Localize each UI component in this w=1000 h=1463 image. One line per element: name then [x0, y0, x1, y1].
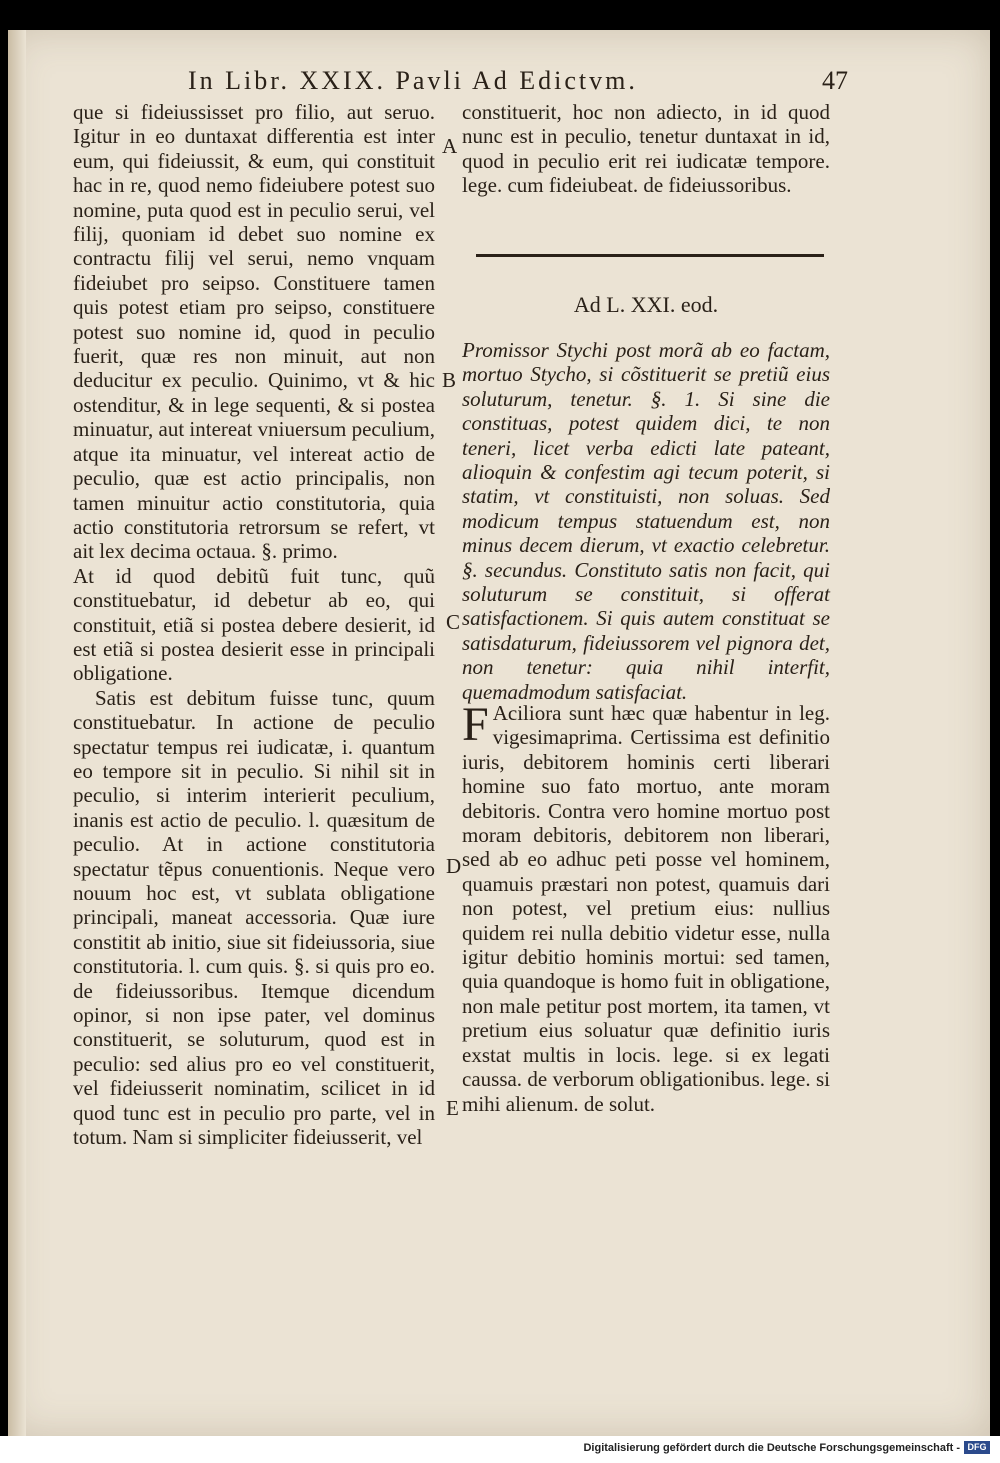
left-column [73, 100, 435, 1149]
margin-letter-b: B [442, 368, 457, 392]
left-paragraph-1: que si fideiussisset pro filio, aut seruo. Igitur in eo duntaxat differentia est inter eum, qui fideiussit, & eum, qui constituit hac in re, quod nemo fideiubere potest suo nomine, puta quod est in peculio serui, vel filij, quoniam id debet suo nomine ex contractu filij vel serui, nemo vnquam fideiubet pro seipso. Constituere tamen quis potest etiam pro seipso, constituere potest suo nomine id, quod in peculio fuerit, quæ res non minuit, aut non deducitur ex peculio. Quinimo, vt & hic ostenditur, & in lege sequenti, & si postea minuatur, aut intereat vniuersum peculium, atque ita minuatur, vel intereat actio de peculio, quæ est actio principalis, non tamen minuitur actio constitutoria, quia actio constitutoria retrorsum se refert, vt ait lex decima octaua. §. primo. [73, 100, 435, 564]
margin-letter-a: A [442, 134, 458, 158]
right-column-top [462, 100, 830, 198]
left-paragraph-3: Satis est debitum fuisse tunc, quum constituebatur. In actione de peculio spectatur tempus rei iudicatæ, i. quantum eo tempore sit in peculio. Si nihil sit in peculio, si interim interierit peculium, inanis est actio de peculio. l. quæsitum de peculio. At in actione constitutoria spectatur tẽpus conuentionis. Neque vero nouum hoc est, vt sublata obligatione principali, maneat accessoria. Quæ iure constitit ab initio, siue sit fideiussoria, siue constitutoria. l. cum quis. §. si quis pro eo. de fideiussoribus. Itemque dicendum opinor, si non ipse pater, vel dominus constituerit, se soluturum, quod est in peculio: sed alius pro eo vel constituerit, vel fideiusserit nominatim, scilicet in id quod tunc est in peculio pro parte, vel in totum. Nam si simpliciter fideiusserit, vel [73, 685, 435, 1150]
right-top-text: constituerit, hoc non adiecto, in id quod nunc est in peculio, tenetur duntaxat in id, quod in peculio erit rei iudicatæ tempore. lege. cum fideiubeat. de fideiussoribus. [462, 100, 830, 198]
drop-cap: F [462, 698, 489, 751]
margin-letter-c: C [446, 610, 461, 634]
page-number: 47 [822, 66, 848, 95]
commentary-text: Aciliora sunt hæc quæ habentur in leg. vigesimaprima. Certissima est definitio iuris, debitorem hominis certi liberari homine suo fato mortuo, ante moram debitoris. Contra vero homine mortuo post moram debitoris, debitorem non liberari, sed ab eo adhuc peti posse vel hominem, quamuis præstari non potest, quamuis dari non potest, vel pretium eius: nullius quidem rei nulla debitio videtur esse, nulla igitur debitio hominis mortui: sed tamen, quia quandoque is homo fuit in obligatione, non male petitur post mortem, ita tamen, vt pretium eius soluatur quæ definitio iuris exstat multis in locis. lege. si ex legati caussa. de verborum obligationibus. lege. si mihi alienum. de solut. [462, 701, 830, 1116]
margin-letter-e: E [446, 1096, 459, 1120]
law-text-quote [462, 338, 830, 704]
margin-letter-d: D [446, 854, 462, 878]
section-rule [476, 254, 824, 257]
left-paragraph-2: At id quod debitũ fuit tunc, quũ constituebatur, id debetur ab eo, qui constituit, etiã si postea debere desierit, id est etiã si postea desierit esse in principali obligatione. [73, 563, 435, 686]
funding-credit: Digitalisierung gefördert durch die Deutsche Forschungsgemeinschaft - [583, 1442, 960, 1454]
law-quote-text: Promissor Stychi post morã ab eo factam, mortuo Stycho, si cõstituerit se pretiũ eius soluturum, tenetur. §. 1. Si sine die constituas, potest quidem dici, te non teneri, licet verba edicti late pateant, alioquin & confestim agi tecum poterit, si statim, vt constituisti, non soluas. Sed modicum tempus statuendum est, non minus decem dierum, vt exactio celebretur. §. secundus. Constituto satis non facit, qui soluturum se constituit, si offerat satisfactionem. Si quis autem constituat se satisdaturum, fideiussorem vel pignora det, non tenetur: quia nihil interfit, quemadmodum satisfaciat. [462, 338, 830, 704]
dfg-logo: DFG [964, 1441, 990, 1454]
commentary [462, 698, 830, 1116]
page-edge-shadow [8, 30, 26, 1436]
section-heading: Ad L. XXI. eod. [573, 292, 719, 317]
running-head: In Libr. XXIX. Pavli Ad Edictvm. [188, 66, 638, 95]
